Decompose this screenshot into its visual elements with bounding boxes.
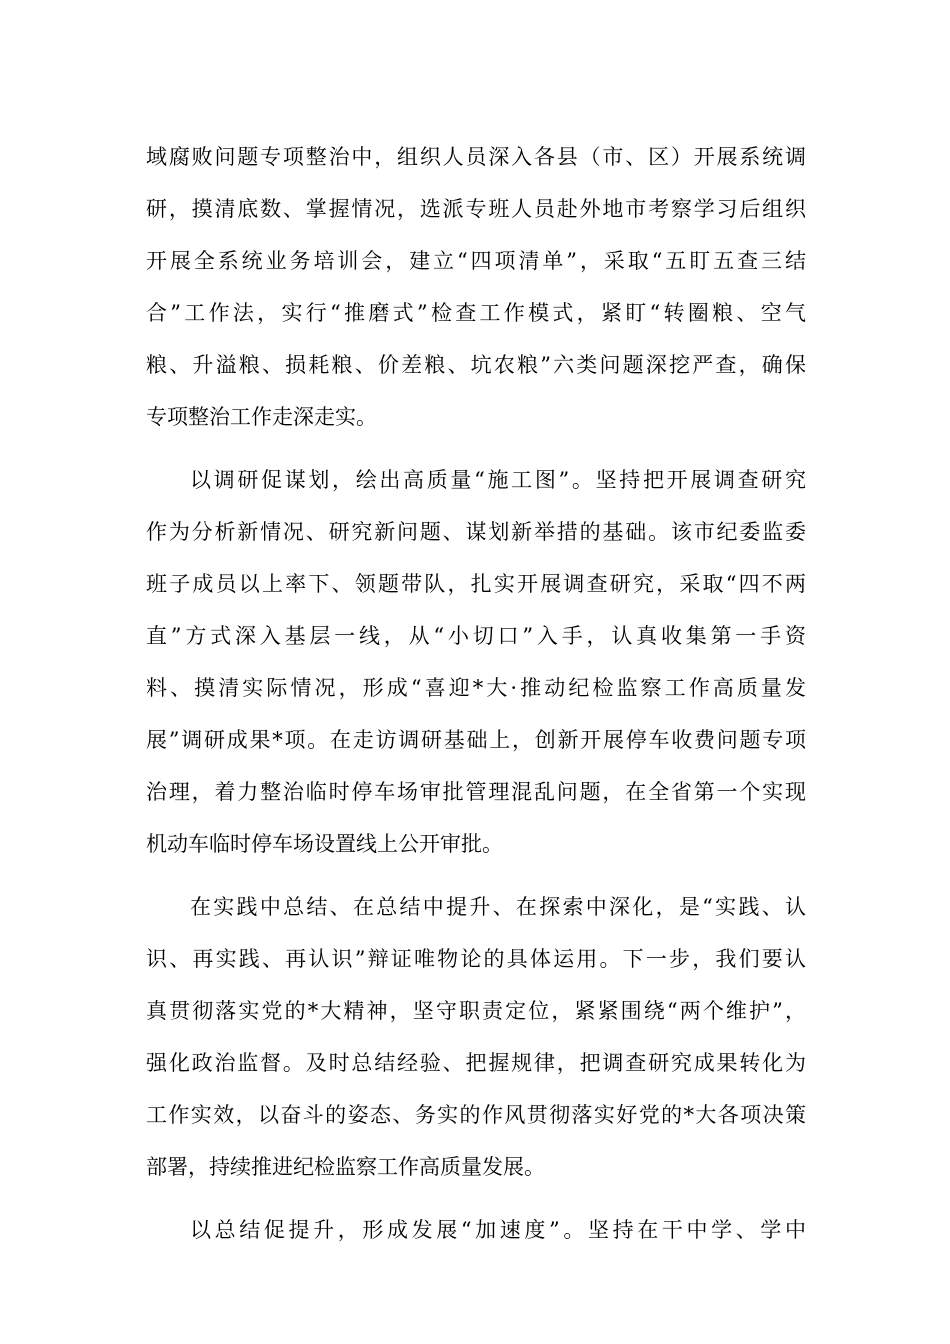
paragraph-4 xyxy=(146,1204,806,1256)
text-line: 域腐败问题专项整治中，组织人员深入各县（市、区）开展系统调 xyxy=(146,145,806,169)
paragraph-gap xyxy=(146,870,806,881)
text-line: 直”方式深入基层一线，从“小切口”入手，认真收集第一手资 xyxy=(146,624,806,648)
paragraph-1 xyxy=(146,131,806,443)
paragraph-gap xyxy=(146,1193,806,1204)
paragraph-gap xyxy=(146,443,806,454)
text-line: 开展全系统业务培训会，建立“四项清单”，采取“五盯五查三结 xyxy=(146,249,806,273)
text-line: 部署，持续推进纪检监察工作高质量发展。 xyxy=(146,1155,545,1179)
text-line: 料、摸清实际情况，形成“喜迎*大·推动纪检监察工作高质量发 xyxy=(146,676,806,700)
text-line: 工作实效，以奋斗的姿态、务实的作风贯彻落实好党的*大各项决策 xyxy=(146,1103,806,1127)
text-line: 治理，着力整治临时停车场审批管理混乱问题，在全省第一个实现 xyxy=(146,780,806,804)
text-line: 研，摸清底数、掌握情况，选派专班人员赴外地市考察学习后组织 xyxy=(146,197,806,221)
text-line: 以总结促提升，形成发展“加速度”。坚持在干中学、学中 xyxy=(190,1218,806,1242)
text-line: 专项整治工作走深走实。 xyxy=(146,405,377,429)
paragraph-2 xyxy=(146,454,806,870)
text-line: 在实践中总结、在总结中提升、在探索中深化，是“实践、认 xyxy=(190,895,806,919)
text-line: 展”调研成果*项。在走访调研基础上，创新开展停车收费问题专项 xyxy=(146,728,806,752)
text-line: 作为分析新情况、研究新问题、谋划新举措的基础。该市纪委监委 xyxy=(146,520,806,544)
text-line: 班子成员以上率下、领题带队，扎实开展调查研究，采取“四不两 xyxy=(146,572,806,596)
text-line: 粮、升溢粮、损耗粮、价差粮、坑农粮”六类问题深挖严查，确保 xyxy=(146,353,806,377)
text-line: 合”工作法，实行“推磨式”检查工作模式，紧盯“转圈粮、空气 xyxy=(146,301,806,325)
text-line: 真贯彻落实党的*大精神，坚守职责定位，紧紧围绕“两个维护”， xyxy=(146,999,806,1023)
document-body xyxy=(146,131,806,1256)
text-line: 强化政治监督。及时总结经验、把握规律，把调查研究成果转化为 xyxy=(146,1051,806,1075)
text-line: 识、再实践、再认识”辩证唯物论的具体运用。下一步，我们要认 xyxy=(146,947,806,971)
text-line: 以调研促谋划，绘出高质量“施工图”。坚持把开展调查研究 xyxy=(190,468,806,492)
text-line: 机动车临时停车场设置线上公开审批。 xyxy=(146,832,503,856)
paragraph-3 xyxy=(146,881,806,1193)
